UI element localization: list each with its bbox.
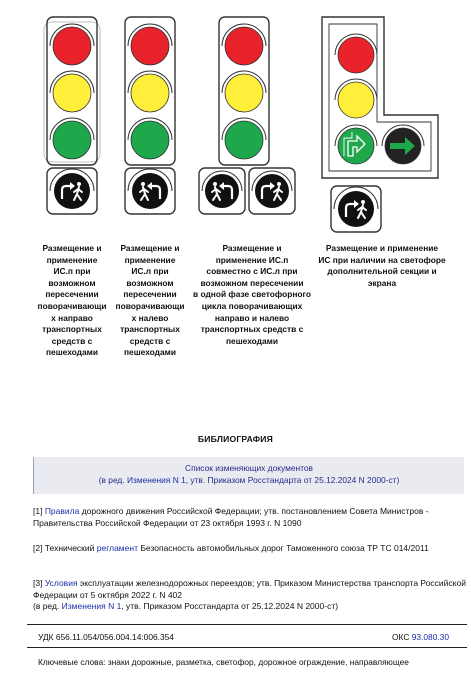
traffic-lights-illustration: [0, 0, 471, 240]
green-lamp: [225, 121, 263, 159]
arrow-left-pedestrian-icon: [132, 173, 168, 209]
red-lamp: [338, 37, 374, 73]
yellow-lamp: [338, 82, 374, 118]
traffic-light-2: [125, 17, 175, 214]
red-lamp: [131, 27, 169, 65]
conditions-link[interactable]: Условия: [44, 578, 78, 588]
caption-3: Размещение и применение ИС.п совместно с ИС.л при возможном пересечении в одной фазе светофорного цикла поворачивающих направо и налево транспортных средств с пешеходами: [192, 243, 312, 346]
changes-note: (в ред. Изменения N 1, утв. Приказом Росстандарта от 25.12.2024 N 2000-ст): [98, 474, 400, 485]
caption-4: Размещение и применение ИС при наличии на светофоре дополнительной секции и экрана: [318, 243, 446, 288]
changes-list-box: [33, 457, 464, 494]
bibliography-title: БИБЛИОГРАФИЯ: [197, 434, 274, 444]
udk-code: УДК 656.11.054/056.004.14:006.354: [38, 632, 174, 642]
traffic-light-1: [44, 17, 100, 214]
reference-1: [1] Правила дорожного движения Российской Федерации; утв. постановлением Совета Министров - Правительства Российской Федерации от 23 октября 1993 г. N 1090: [33, 506, 429, 528]
oks-code: ОКС 93.080.30: [392, 632, 449, 642]
caption-2: Размещение и применение ИС.л при возможном пересечении поворачивающи х налево транспортных средств с пешеходами: [115, 243, 185, 358]
red-lamp: [225, 27, 263, 65]
arrow-right-pedestrian-icon: [54, 173, 90, 209]
reference-3: [3] Условия эксплуатации железнодорожных переездов; утв. Приказом Министерства транспорта Российской Федерации от 5 октября 2022 г. N 402 (в ред. Изменения N 1, утв. Приказом Росстандарта от 25.12.2024 N 2000-ст): [33, 578, 466, 612]
amendment-link[interactable]: Изменения N 1: [126, 474, 186, 485]
keywords: Ключевые слова: знаки дорожные, разметка, светофор, дорожное ограждение, направляющее: [38, 657, 409, 667]
green-lamp: [53, 121, 91, 159]
yellow-lamp: [131, 74, 169, 112]
oks-link[interactable]: 93.080.30: [411, 632, 449, 642]
traffic-light-3: [199, 17, 295, 214]
divider-bottom: [27, 647, 467, 648]
green-lamp: [131, 121, 169, 159]
rules-link[interactable]: Правила: [44, 506, 80, 516]
arrow-right-pedestrian-icon: [255, 174, 289, 208]
yellow-lamp: [225, 74, 263, 112]
divider-top: [27, 624, 467, 625]
regulation-link[interactable]: регламент: [96, 543, 138, 553]
green-lamp: [338, 128, 374, 164]
red-lamp: [53, 27, 91, 65]
traffic-light-4: [322, 17, 438, 232]
changes-title: Список изменяющих документов: [185, 463, 313, 473]
amendment-link-2[interactable]: Изменения N 1: [61, 601, 122, 612]
arrow-left-pedestrian-icon: [205, 174, 239, 208]
reference-2: [2] Технический регламент Безопасность автомобильных дорог Таможенного союза ТР ТС 014/2011: [33, 543, 429, 553]
caption-1: Размещение и применение ИС.п при возможном пересечении поворачивающи х направо транспортных средств с пешеходами: [37, 243, 107, 358]
arrow-right-pedestrian-icon: [338, 191, 374, 227]
yellow-lamp: [53, 74, 91, 112]
